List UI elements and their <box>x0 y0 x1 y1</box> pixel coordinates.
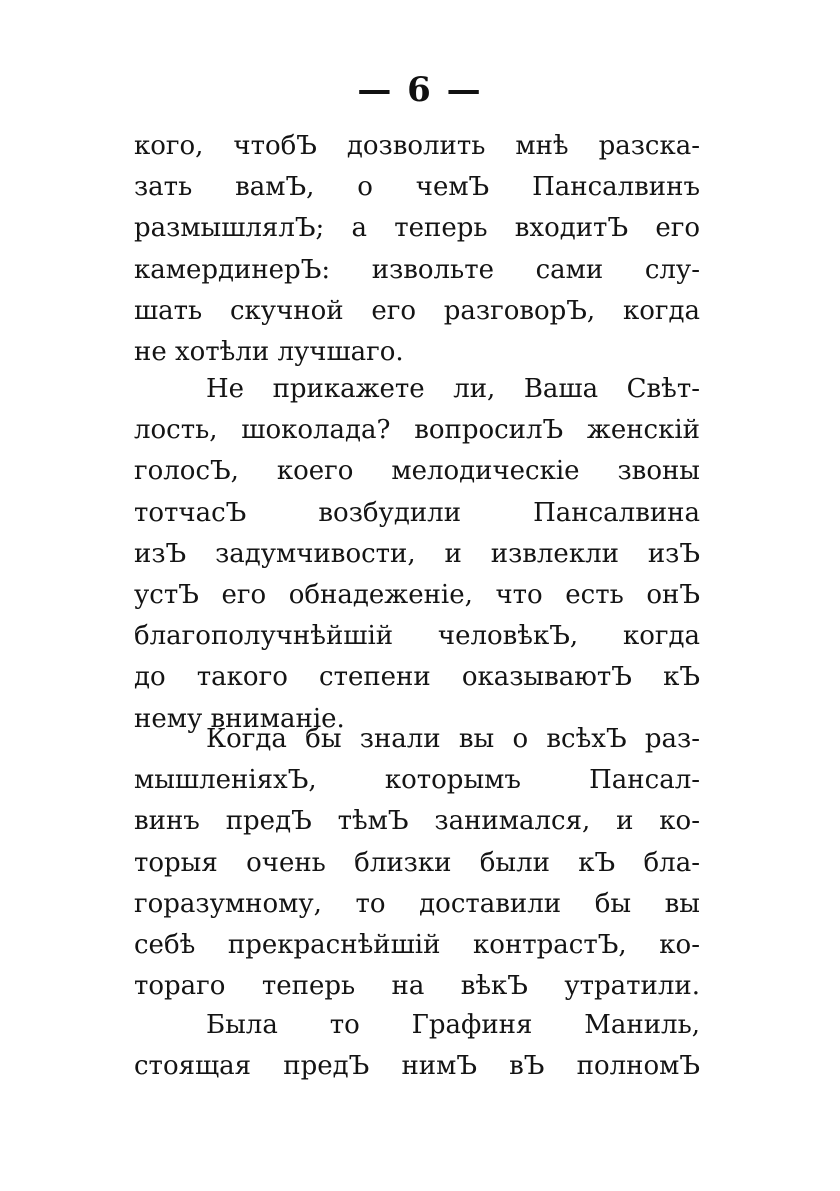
text-line: до такого степени оказываютЪ кЪ <box>134 662 700 693</box>
text-line: не хотѣли лучшаго. <box>134 336 404 367</box>
text-line: кого, чтобЪ дозволить мнѣ разска- <box>134 131 700 161</box>
paragraph <box>134 369 700 740</box>
text-line: мышленіяхЪ, которымъ Пансал- <box>134 765 700 796</box>
text-line: зать вамЪ, о чемЪ Пансалвинъ <box>134 172 700 203</box>
text-line: горазумному, то доставили бы вы <box>134 888 700 919</box>
page-number: — 6 — <box>357 70 483 110</box>
text-line: шать скучной его разговорЪ, когда <box>134 295 700 326</box>
text-line: нему вниманіе. <box>134 703 345 734</box>
text-line: Не прикажете ли, Ваша Свѣт- <box>206 374 700 404</box>
text-line: Была то Графиня Маниль, <box>206 1010 700 1040</box>
paragraph <box>134 126 700 373</box>
text-line: изЪ задумчивости, и извлекли изЪ <box>134 538 700 569</box>
text-line: Когда бы знали вы о всѣхЪ раз- <box>206 724 700 754</box>
text-line: винъ предЪ тѣмЪ занимался, и ко- <box>134 806 700 837</box>
text-line: устЪ его обнадеженіе, что есть онЪ <box>134 579 700 610</box>
text-line: тотчасЪ возбудили Пансалвина <box>134 497 700 528</box>
text-line: стоящая предЪ нимЪ вЪ полномЪ <box>134 1051 700 1082</box>
text-line: голосЪ, коего мелодическіе звоны <box>134 456 700 487</box>
text-line: лость, шоколада? вопросилЪ женскій <box>134 415 700 446</box>
text-line: тораго теперь на вѣкЪ утратили. <box>134 971 700 1002</box>
text-line: себѣ прекраснѣйшій контрастЪ, ко- <box>134 929 700 960</box>
text-line: размышлялЪ; а теперь входитЪ его <box>134 213 700 244</box>
paragraph <box>134 719 700 1007</box>
text-line: камердинерЪ: извольте сами слу- <box>134 254 700 285</box>
text-line: благополучнѣйшій человѣкЪ, когда <box>134 621 700 652</box>
paragraph <box>134 1005 700 1087</box>
text-line: торыя очень близки были кЪ бла- <box>134 847 700 878</box>
